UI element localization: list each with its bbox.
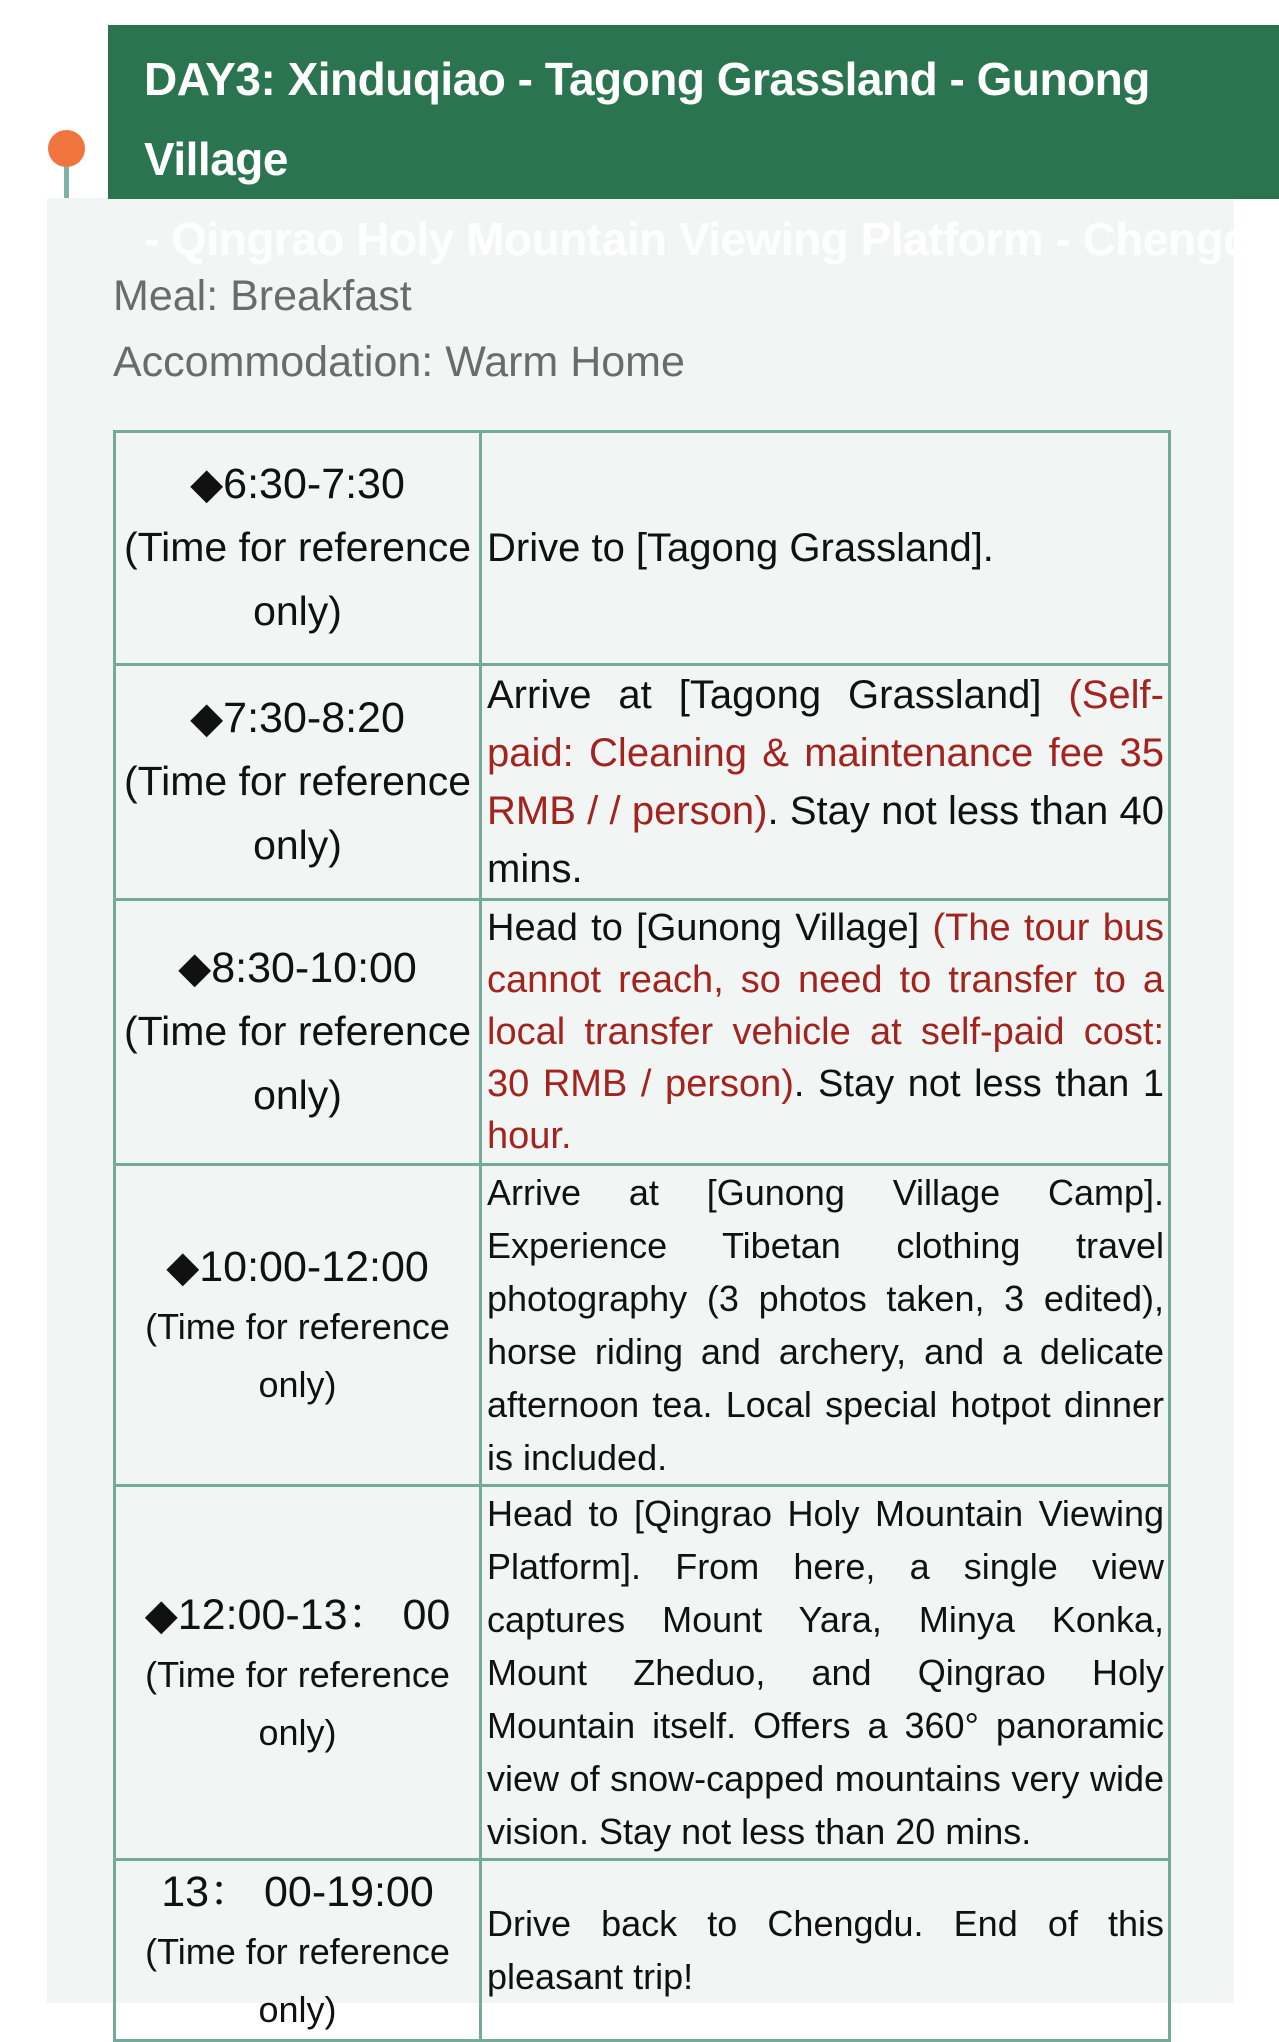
schedule-row-4 (115, 1165, 1170, 1486)
day-title-line-1: DAY3: Xinduqiao - Tagong Grassland - Gunong Village (144, 53, 1150, 185)
time-note: (Time for reference only) (145, 1653, 450, 1753)
duration-note: hour. (487, 1115, 572, 1157)
activity-description: Drive to [Tagong Grassland]. (481, 432, 1170, 665)
schedule-row-3 (115, 900, 1170, 1165)
description-text: Head to [Gunong Village] (487, 907, 933, 949)
schedule-row-1 (115, 432, 1170, 665)
time-note: (Time for reference only) (123, 1008, 472, 1118)
time-cell (115, 432, 481, 665)
schedule-row-6 (115, 1860, 1170, 2041)
time-range: ◆8:30-10:00 (178, 944, 417, 992)
day-title-line-2: - Qingrao Holy Mountain Viewing Platform - Chengdu (144, 213, 1279, 265)
time-range: ◆12:00-13： 00 (144, 1590, 451, 1639)
activity-description: Drive back to Chengdu. End of this pleasant trip! (481, 1860, 1170, 2041)
schedule-row-2 (115, 665, 1170, 900)
description-text: . Stay not less than 1 (793, 1063, 1164, 1105)
time-range: 13： 00-19:00 (161, 1868, 434, 1916)
meal-info: Meal: Breakfast (113, 272, 412, 320)
time-range: ◆7:30-8:20 (190, 694, 405, 742)
time-note: (Time for reference only) (145, 1306, 450, 1405)
accommodation-info: Accommodation: Warm Home (113, 338, 685, 386)
time-note: (Time for reference only) (145, 1931, 450, 2030)
activity-description (481, 665, 1170, 900)
description-text: Arrive at [Tagong Grassland] (487, 673, 1069, 717)
timeline-dot-icon (48, 130, 85, 167)
description-text: . Stay not less than 40 mins. (487, 789, 1164, 891)
day-header (108, 25, 1279, 265)
time-cell (115, 1860, 481, 2041)
self-paid-fee-note: (Self-paid: Cleaning & maintenance fee 35 RMB / / person) (487, 673, 1164, 833)
time-cell (115, 1165, 481, 1486)
time-range: ◆6:30-7:30 (190, 460, 405, 508)
time-cell (115, 900, 481, 1165)
schedule-row-5 (115, 1486, 1170, 1860)
time-cell (115, 665, 481, 900)
itinerary-table (113, 430, 1171, 2042)
time-range: ◆10:00-12:00 (166, 1243, 429, 1291)
activity-description: Arrive at [Gunong Village Camp]. Experience Tibetan clothing travel photography (3 photos taken, 3 edited), horse riding and archery, and a delicate afternoon tea. Local special hotpot dinner is included. (481, 1165, 1170, 1486)
transfer-cost-note: (The tour bus cannot reach, so need to transfer to a local transfer vehicle at self-paid cost: 30 RMB / person) (487, 907, 1164, 1105)
time-cell (115, 1486, 481, 1860)
activity-description: Head to [Qingrao Holy Mountain Viewing Platform]. From here, a single view captures Mount Yara, Minya Konka, Mount Zheduo, and Qingrao Holy Mountain itself. Offers a 360° panoramic view of snow-capped mountains very wide vision. Stay not less than 20 mins. (481, 1486, 1170, 1860)
time-note: (Time for reference only) (123, 758, 472, 868)
activity-description (481, 900, 1170, 1165)
time-note: (Time for reference only) (123, 524, 472, 634)
